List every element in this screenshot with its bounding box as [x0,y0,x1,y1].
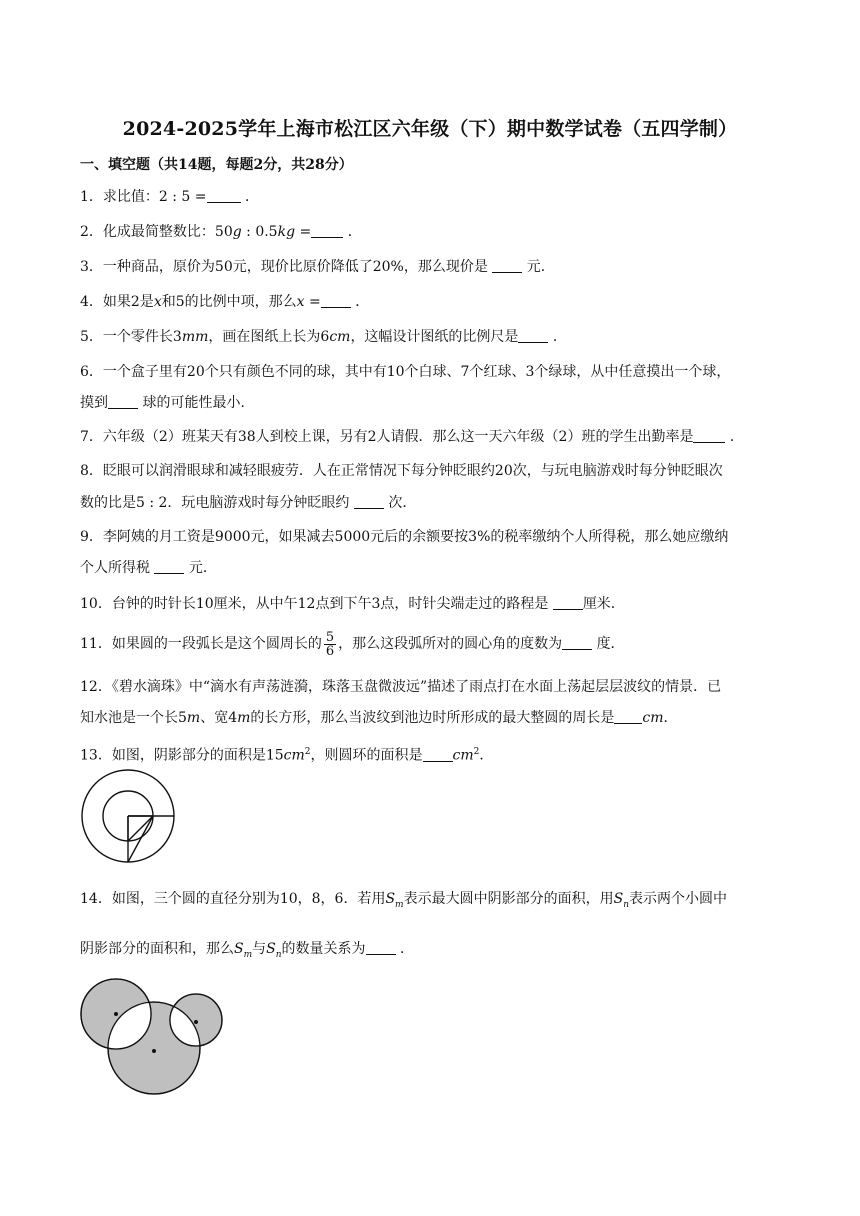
section-heading: 一、填空题（共14题，每题2分，共28分） [80,157,353,173]
answer-blank [321,293,351,308]
answer-blank [154,559,184,574]
answer-blank [354,494,384,509]
answer-blank [366,940,396,955]
question-4: 4．如果2是x和5的比例中项，那么x = ． [80,294,370,310]
left-center-dot [114,1012,118,1016]
answer-blank [562,635,592,650]
answer-blank [693,428,725,443]
question-6-line-1: 6．一个盒子里有20个只有颜色不同的球，其中有10个白球、7个红球、3个绿球，从中任意摸出一个球， [80,364,731,380]
answer-blank [518,328,548,343]
answer-blank [492,258,522,273]
question-9-line-1: 9．李阿姨的月工资是9000元，如果减去5000元后的余额要按3%的税率缴纳个人所得税，那么她应缴纳 [80,529,729,545]
question-14-line-2: 阴影部分的面积和，那么$S_m$与$S_n$的数量关系为 ． [80,941,414,960]
answer-blank [614,709,642,724]
question-2: 2．化成最简整数比：50g : 0.5kg = ． [80,224,362,240]
question-9-line-2: 个人所得税 元． [80,560,217,576]
question-3: 3．一种商品，原价为50元，现价比原价降低了20%，那么现价是 元． [80,259,555,275]
fraction-five-sixths: $\frac{5}{6}$ [325,629,335,659]
question-7: 7．六年级（2）班某天有38人到校上课，另有2人请假．那么这一天六年级（2）班的学生出勤率是 ． [80,429,744,445]
answer-blank [207,188,241,203]
right-center-dot [194,1020,198,1024]
question-14-line-1: 14．如图，三个圆的直径分别为10，8，6．若用$S_m$表示最大圆中阴影部分的面积，用$S_n$表示两个小圆中 [80,891,727,910]
question-1: 1．求比值：2 : 5 = ． [80,189,259,205]
answer-blank [108,394,138,409]
question-12-line-1: 12．《碧水滴珠》中“滴水有声荡涟漪，珠落玉盘微波远”描述了雨点打在水面上荡起层层波纹的情景．已 [80,679,722,695]
question-12-line-2: 知水池是一个长5m、宽4m的长方形，那么当波纹到池边时所形成的最大整圆的周长是 cm． [80,710,678,726]
answer-blank [311,223,343,238]
question-13: 13．如图，阴影部分的面积是$15cm^2$，则圆环的面积是 $cm^2$． [80,747,494,764]
question-8-line-1: 8．眨眼可以润滑眼球和减轻眼疲劳．人在正常情况下每分钟眨眼约20次，与玩电脑游戏时每分钟眨眼次 [80,463,723,479]
page-title: 2024-2025学年上海市松江区六年级（下）期中数学试卷（五四学制） [122,118,738,140]
answer-blank [553,595,583,610]
annulus-figure [80,768,180,868]
large-center-dot [152,1049,156,1053]
question-11: 11．如果圆的一段弧长是这个圆周长的 $\frac{5}{6}$ ，那么这段弧所对的圆心角的度数为 度． [80,629,625,659]
question-6-line-2: 摸到 球的可能性最小． [80,395,255,411]
question-8-line-2: 数的比是5 : 2．玩电脑游戏时每分钟眨眼约 次． [80,495,417,511]
question-5: 5．一个零件长3mm，画在图纸上长为6cm，这幅设计图纸的比例尺是 ． [80,329,567,345]
answer-blank [423,747,453,762]
three-circles-figure [78,976,228,1098]
question-10: 10．台钟的时针长10厘米，从中午12点到下午3点，时针尖端走过的路程是 厘米． [80,596,625,612]
